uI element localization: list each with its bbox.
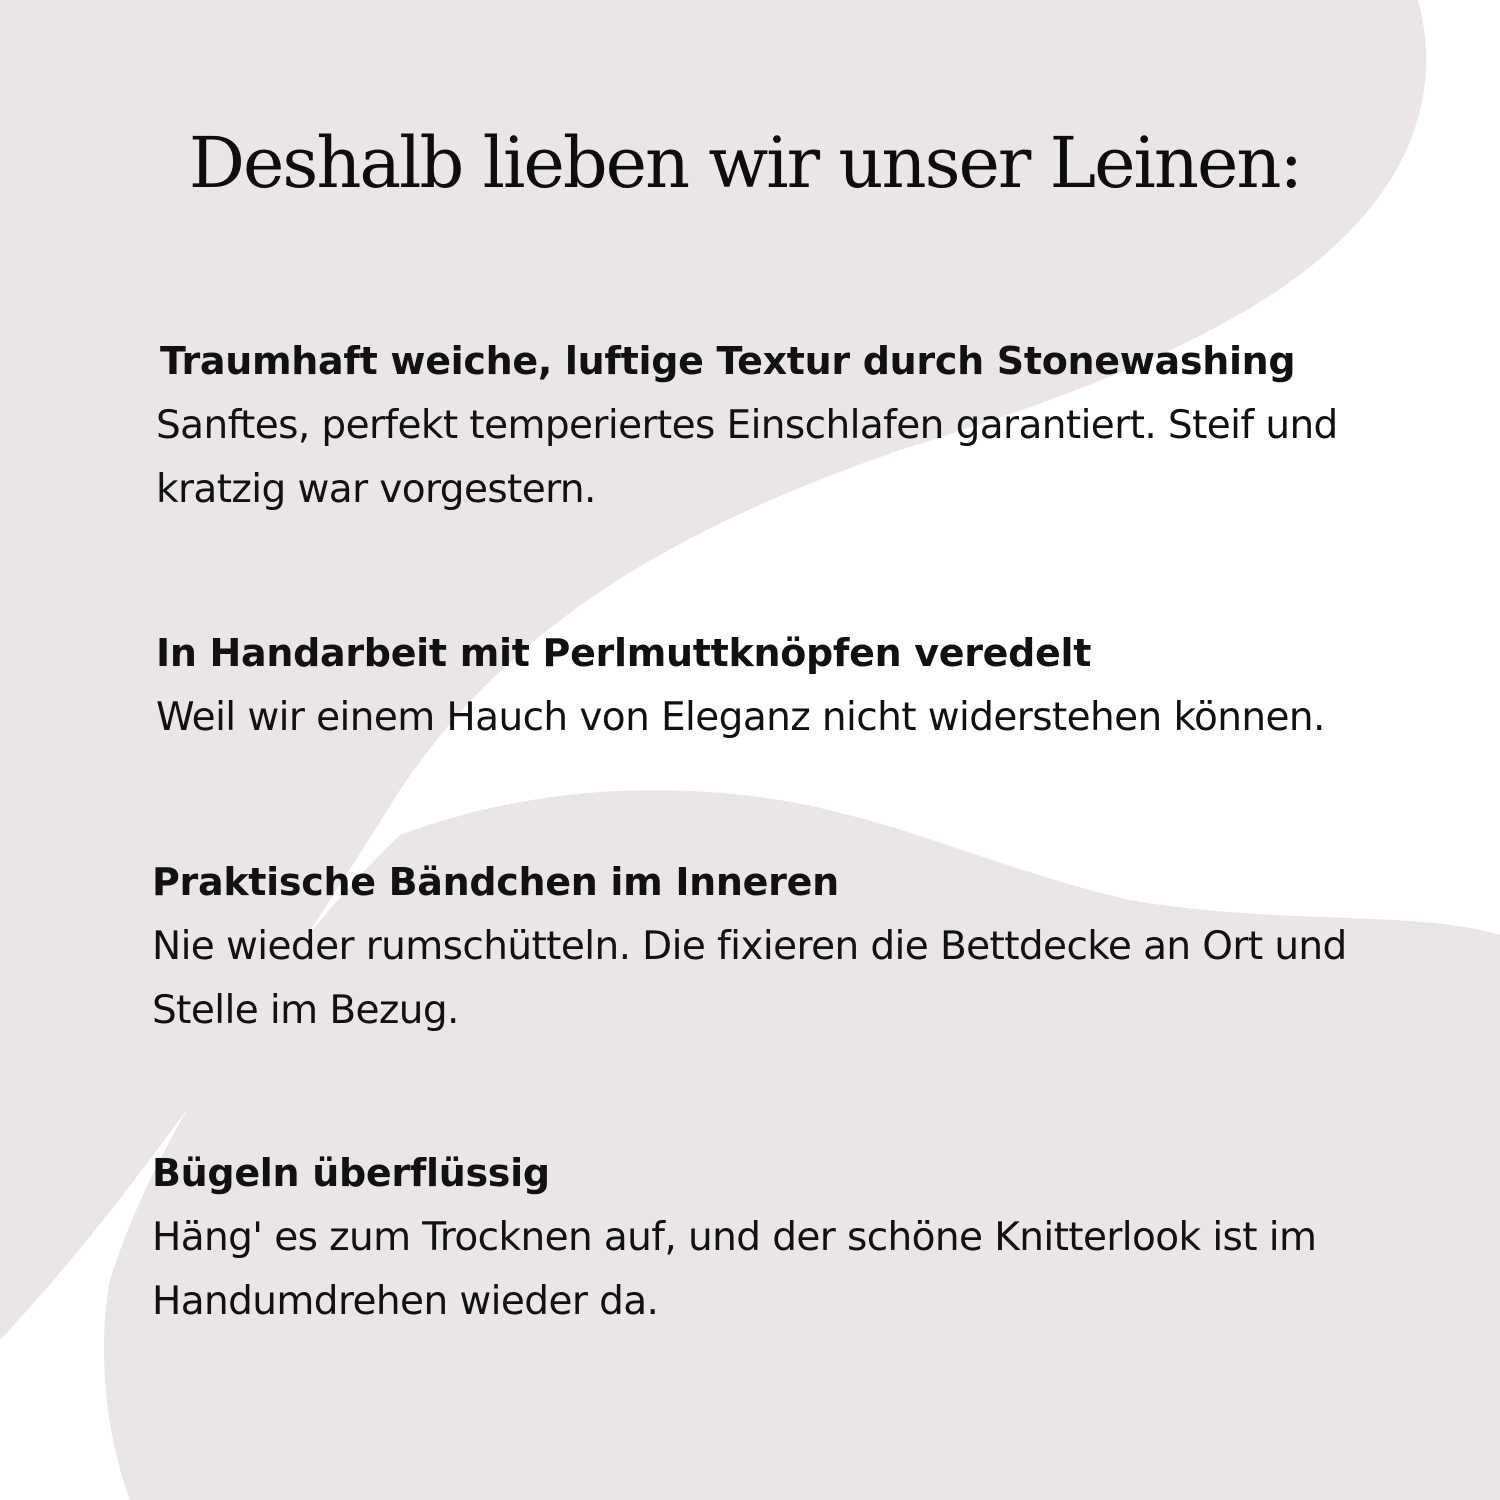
feature-item	[156, 336, 1440, 522]
feature-item	[152, 1148, 1432, 1334]
feature-heading: Praktische Bändchen im Inneren	[152, 860, 839, 904]
feature-heading: Traumhaft weiche, luftige Textur durch Stonewashing	[160, 339, 1296, 383]
feature-item	[152, 857, 1432, 1043]
feature-description: Nie wieder rumschütteln. Die fixieren die Bettdecke an Ort und Stelle im Bezug.	[152, 924, 1347, 1033]
feature-item	[156, 628, 1436, 750]
feature-heading: Bügeln überflüssig	[152, 1151, 550, 1195]
feature-heading: In Handarbeit mit Perlmuttknöpfen veredelt	[156, 631, 1092, 675]
feature-description: Sanftes, perfekt temperiertes Einschlafen garantiert. Steif und kratzig war vorgestern.	[156, 403, 1338, 512]
page-title: Deshalb lieben wir unser Leinen:	[188, 122, 1302, 204]
feature-description: Weil wir einem Hauch von Eleganz nicht widerstehen können.	[156, 695, 1325, 740]
feature-description: Häng' es zum Trocknen auf, und der schöne Knitterlook ist im Handumdrehen wieder da.	[152, 1215, 1317, 1324]
